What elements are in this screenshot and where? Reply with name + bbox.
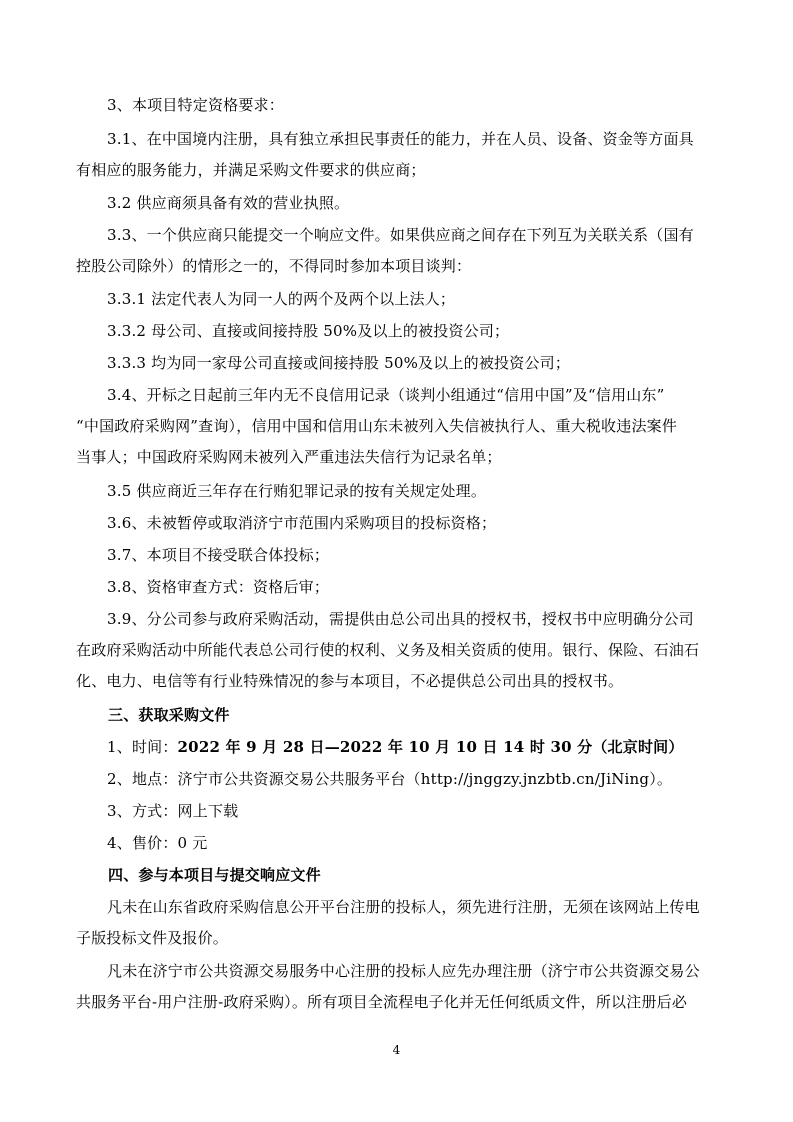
para-3-7: 3.7、本项目不接受联合体投标； <box>107 546 330 564</box>
para-3-1-line2: 有相应的服务能力，并满足采购文件要求的供应商； <box>76 161 426 179</box>
para-3-9-line1: 3.9、分公司参与政府采购活动，需提供由总公司出具的授权书，授权书中应明确分公司 <box>107 610 694 628</box>
para-4-2-line1: 凡未在济宁市公共资源交易服务中心注册的投标人应先办理注册（济宁市公共资源交易公 <box>107 962 700 980</box>
para-4-1-line2: 子版投标文件及报价。 <box>76 929 229 947</box>
para-3-5: 3.5 供应商近三年存在行贿犯罪记录的按有关规定处理。 <box>107 482 487 500</box>
para-3-9-line3: 化、电力、电信等有行业特殊情况的参与本项目，不必提供总公司出具的授权书。 <box>76 672 624 690</box>
para-3-4-line1: 3.4、开标之日起前三年内无不良信用记录（谈判小组通过“信用中国”及“信用山东” <box>107 386 665 404</box>
section-3-heading: 三、获取采购文件 <box>108 706 230 724</box>
para-3-9-line2: 在政府采购活动中所能代表总公司行使的权利、义务及相关资质的使用。银行、保险、石油石 <box>76 641 700 659</box>
page-number: 4 <box>392 1043 401 1057</box>
item-method: 3、方式：网上下载 <box>107 802 239 820</box>
item-time-value: 2022 年 9 月 28 日—2022 年 10 月 10 日 14 时 30 分（北京时间） <box>177 738 684 756</box>
para-3-3-2: 3.3.2 母公司、直接或间接持股 50%及以上的被投资公司； <box>107 322 510 340</box>
para-4-2-line2: 共服务平台-用户注册-政府采购）。所有项目全流程电子化并无任何纸质文件，所以注册后必 <box>76 993 688 1011</box>
para-3-3-3: 3.3.3 均为同一家母公司直接或间接持股 50%及以上的被投资公司； <box>107 354 571 372</box>
para-3-3-1: 3.3.1 法定代表人为同一人的两个及两个以上法人； <box>107 290 456 308</box>
para-3-4-line3: 当事人；中国政府采购网未被列入严重违法失信行为记录名单； <box>76 448 502 466</box>
para-3-4-line2: “中国政府采购网”查询），信用中国和信用山东未被列入失信被执行人、重大税收违法案件 <box>76 417 678 435</box>
para-3-2: 3.2 供应商须具备有效的营业执照。 <box>107 194 350 212</box>
para-3-1-line1: 3.1、在中国境内注册，具有独立承担民事责任的能力，并在人员、设备、资金等方面具 <box>107 130 694 148</box>
item-location: 2、地点：济宁市公共资源交易公共服务平台（http://jnggzy.jnzbtb.cn/JiNing）。 <box>107 770 673 788</box>
para-3-3-line1: 3.3、一个供应商只能提交一个响应文件。如果供应商之间存在下列互为关联关系（国有 <box>107 226 694 244</box>
section-4-heading: 四、参与本项目与提交响应文件 <box>108 866 321 884</box>
item-price: 4、售价：0 元 <box>107 834 208 852</box>
para-4-1-line1: 凡未在山东省政府采购信息公开平台注册的投标人，须先进行注册，无须在该网站上传电 <box>107 898 700 916</box>
para-3-6: 3.6、未被暂停或取消济宁市范围内采购项目的投标资格； <box>107 514 497 532</box>
item-time <box>0 737 793 757</box>
para-3-8: 3.8、资格审查方式：资格后审； <box>107 578 330 596</box>
item-time-label: 1、时间： <box>107 738 178 756</box>
para-3-3-line2: 控股公司除外）的情形之一的，不得同时参加本项目谈判： <box>76 257 472 275</box>
para-3-heading: 3、本项目特定资格要求： <box>107 96 284 114</box>
